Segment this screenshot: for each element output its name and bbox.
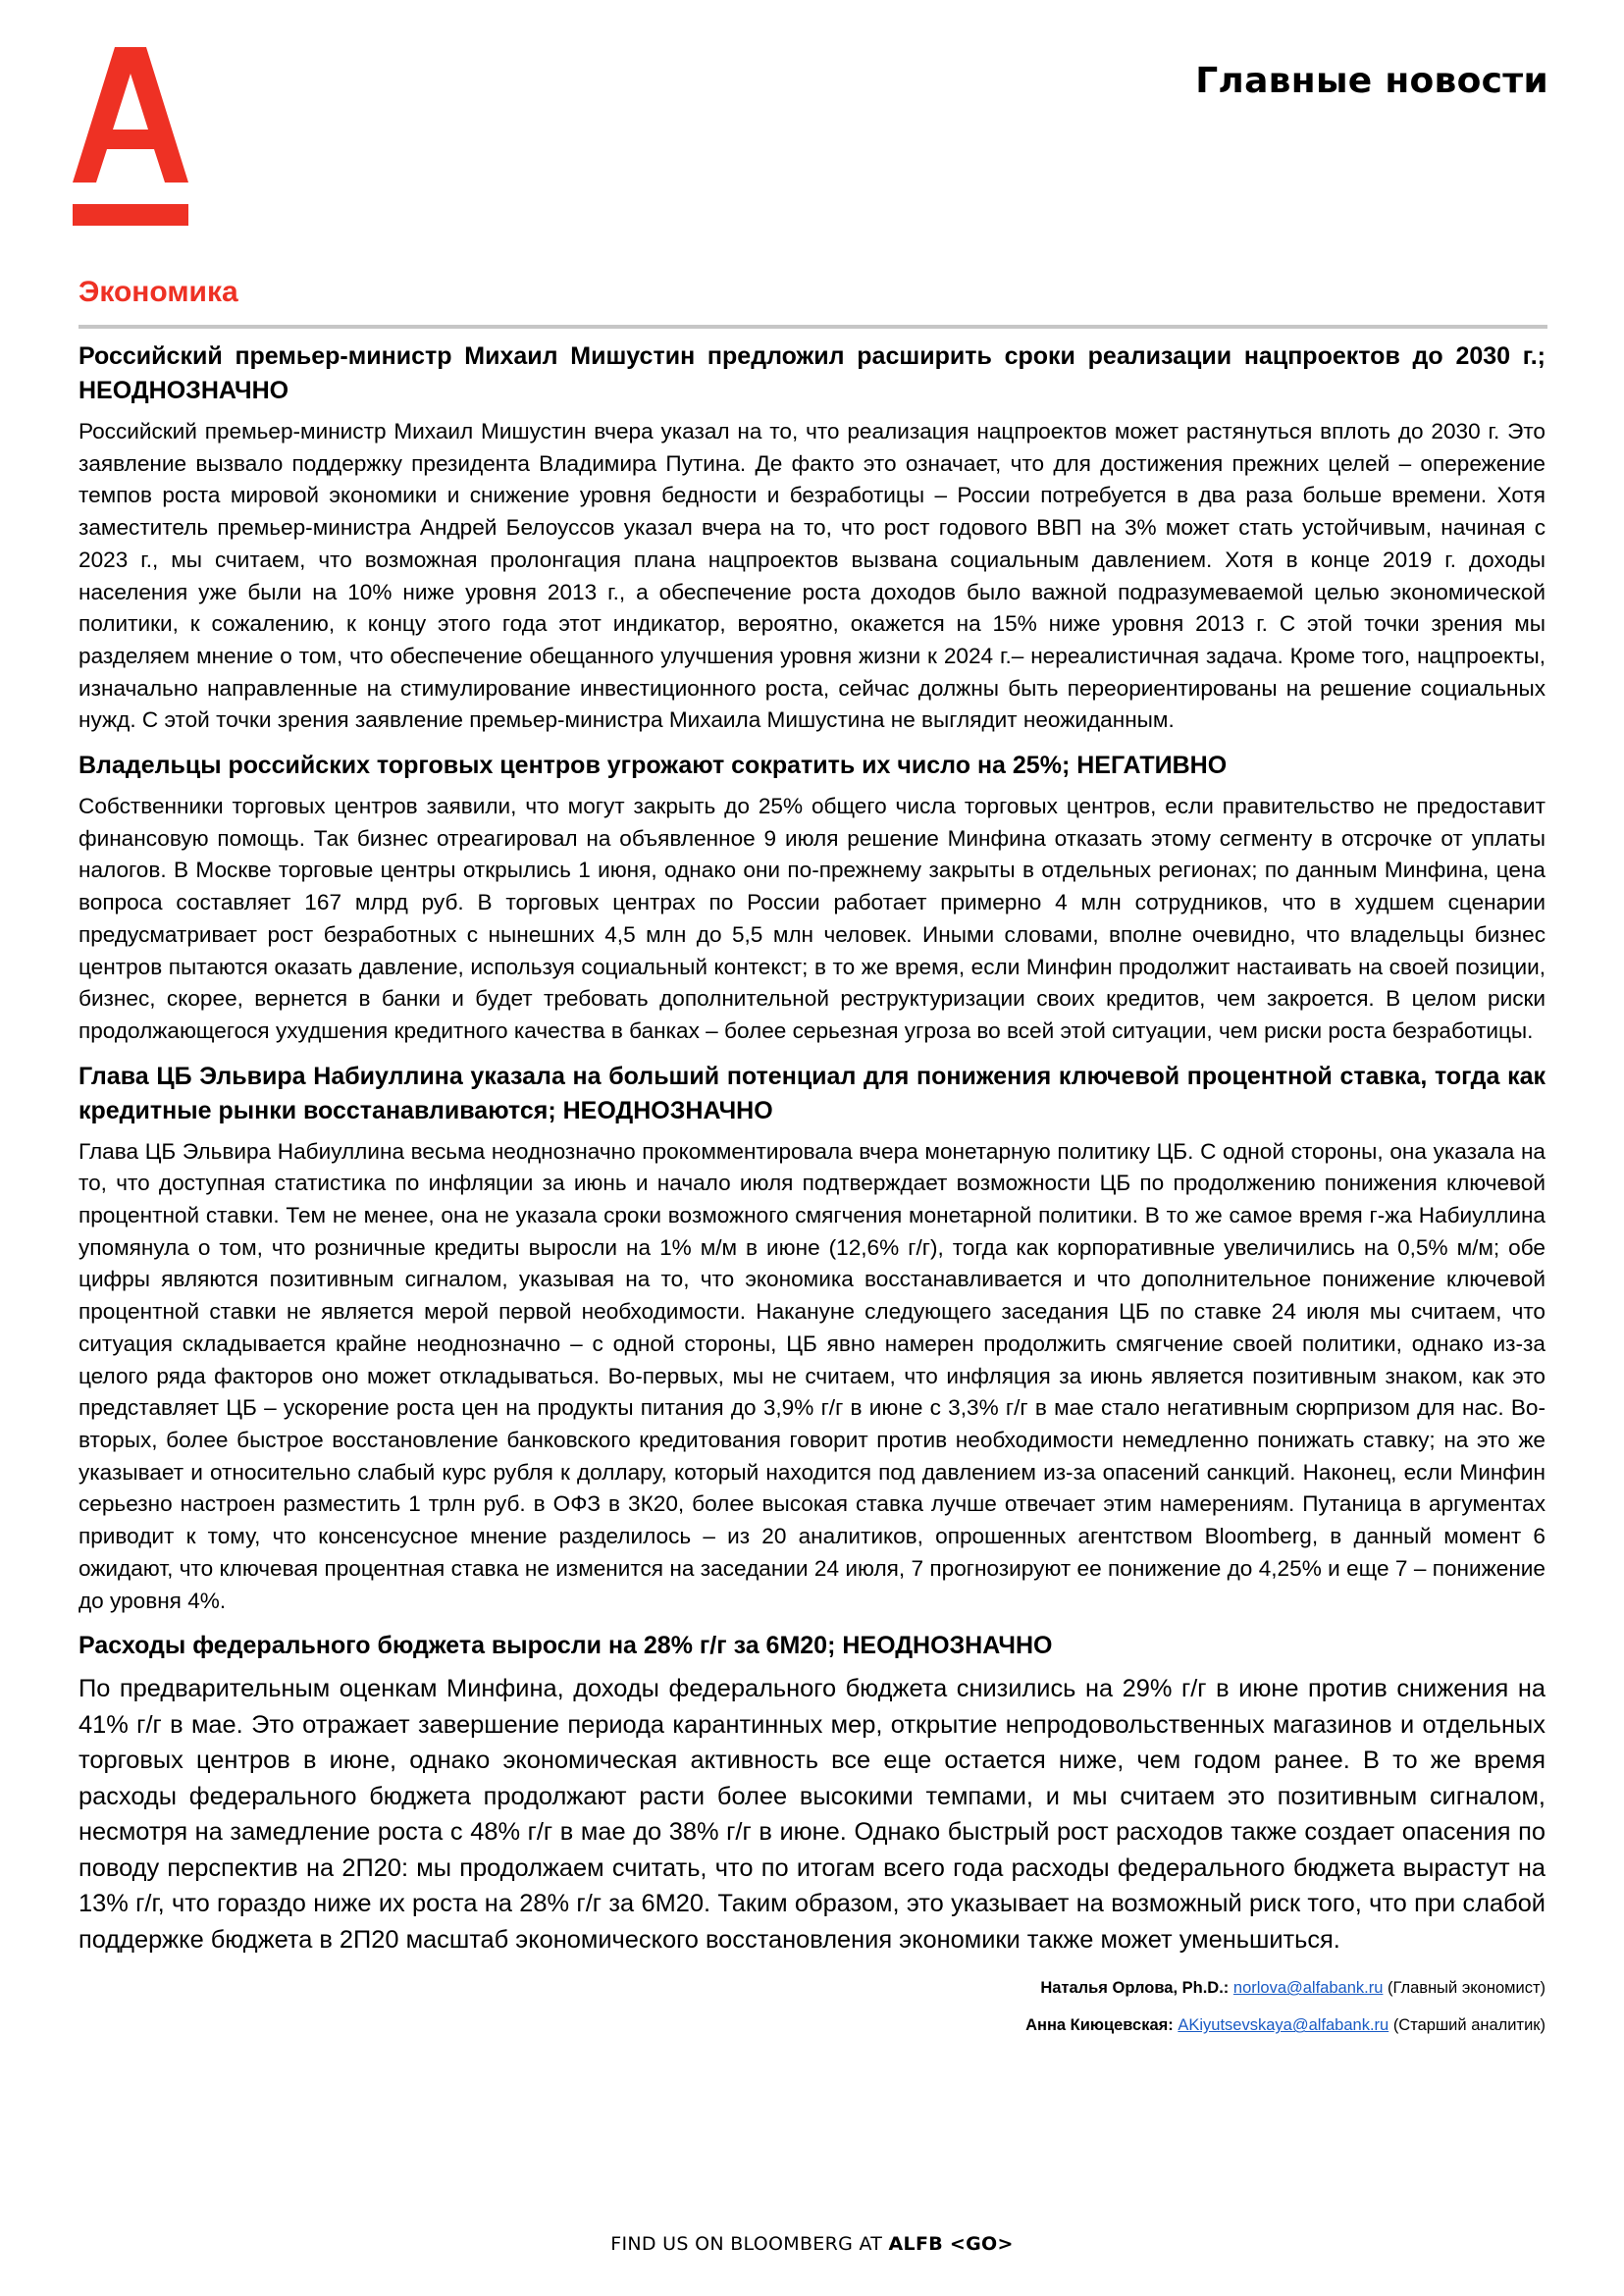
article-body: Глава ЦБ Эльвира Набиуллина весьма неоднозначно прокомментировала вчера монетарную политику ЦБ. С одной стороны, она указала на то, что доступная статистика по инфляции за июнь и начало июля подтверждает возможности ЦБ по продолжению понижения ключевой процентной ставки. Тем не менее, она не указала сроки возможного смягчения монетарной политики. В то же самое время г-жа Набиуллина упомянула о том, что розничные кредиты выросли на 1% м/м в июне (12,6% г/г), тогда как корпоративные увеличились на 0,5% м/м; обе цифры являются позитивным сигналом, указывая на то, что экономика восстанавливается и что дополнительное понижение ключевой процентной ставки не является мерой первой необходимости. Накануне следующего заседания ЦБ по ставке 24 июля мы считаем, что ситуация складывается крайне неоднозначно – с одной стороны, ЦБ явно намерен продолжить смягчение своей политики, однако из-за целого ряда факторов оно может откладываться. Во-первых, мы не считаем, что инфляция за июнь является позитивным знаком, как это представляет ЦБ – ускорение роста цен на продукты питания до 3,9% г/г в июне с 3,3% г/г в мае стало негативным сюрпризом для нас. Во-вторых, более быстрое восстановление банковского кредитования говорит против необходимости немедленно понижать ставку; на это же указывает и относительно слабый курс рубля к доллару, который находится под давлением из-за опасений санкций. Наконец, если Минфин серьезно настроен разместить 1 трлн руб. в ОФЗ в 3К20, более высокая ставка лучше отвечает этим намерениям. Путаница в аргументах приводит к тому, что консенсусное мнение разделилось – из 20 аналитиков, опрошенных агентством Bloomberg, в данный момент 6 ожидают, что ключевая процентная ставка не изменится на заседании 24 июля, 7 прогнозируют ее понижение до 4,25% и еще 7 – понижение до уровня 4%. [79, 1138, 1545, 1613]
page-title: Главные новости [1195, 61, 1548, 101]
article-headline: Российский премьер-министр Михаил Мишустин предложил расширить сроки реализации нацпроектов до 2030 г.; НЕОДНОЗНАЧНО [79, 342, 1545, 404]
author-line [79, 2007, 1545, 2044]
article-headline: Владельцы российских торговых центров угрожают сократить их число на 25%; НЕГАТИВНО [79, 752, 1228, 780]
article [79, 1629, 1545, 1957]
footer-text: FIND US ON BLOOMBERG AT [610, 2233, 883, 2255]
article [79, 339, 1545, 737]
footer [0, 2233, 1624, 2255]
logo-underline [73, 204, 188, 226]
section-divider [79, 325, 1547, 329]
author-role: (Старший аналитик) [1392, 2016, 1545, 2035]
author-line [79, 1969, 1545, 2007]
footer-ticker: ALFB <GO> [888, 2233, 1014, 2255]
article-list [79, 339, 1545, 2044]
article-headline: Глава ЦБ Эльвира Набиуллина указала на больший потенциал для понижения ключевой процентной ставка, тогда как кредитные рынки восстанавливаются; НЕОДНОЗНАЧНО [79, 1062, 1545, 1124]
article [79, 749, 1545, 1048]
article-body: По предварительным оценкам Минфина, доходы федерального бюджета снизились на 29% г/г в июне против снижения на 41% г/г в мае. Это отражает завершение периода карантинных мер, открытие непродовольственных магазинов и отдельных торговых центров в июне, однако экономическая активность все еще остается ниже, чем годом ранее. В то же время расходы федерального бюджета продолжают расти более высокими темпами, и мы считаем это позитивным сигналом, несмотря на замедление роста с 48% г/г в мае до 38% г/г в июне. Однако быстрый рост расходов также создает опасения по поводу перспектив на 2П20: мы продолжаем считать, что по итогам всего года расходы федерального бюджета вырастут на 13% г/г, что гораздо ниже их роста на 28% г/г за 6М20. Таким образом, это указывает на возможный риск того, что при слабой поддержке бюджета в 2П20 масштаб экономического восстановления экономики также может уменьшиться. [79, 1675, 1545, 1954]
article-headline: Расходы федерального бюджета выросли на 28% г/г за 6М20; НЕОДНОЗНАЧНО [79, 1632, 1053, 1660]
alfa-bank-a-logo-icon [73, 47, 188, 226]
logo-letter-a [73, 47, 188, 183]
section-title: Экономика [79, 276, 238, 308]
authors-block [79, 1969, 1545, 2044]
article [79, 1060, 1545, 1618]
author-name: Анна Киюцевская: [1025, 2016, 1174, 2035]
article-body: Собственники торговых центров заявили, что могут закрыть до 25% общего числа торговых центров, если правительство не предоставит финансовую помощь. Так бизнес отреагировал на объявленное 9 июля решение Минфина отказать этому сегменту в отсрочке от уплаты налогов. В Москве торговые центры открылись 1 июня, однако они по-прежнему закрыты в отдельных регионах; по данным Минфина, цена вопроса составляет 167 млрд руб. В торговых центрах по России работает примерно 4 млн сотрудников, что в худшем сценарии предусматривает рост безработных с нынешних 4,5 млн до 5,5 млн человек. Иными словами, вполне очевидно, что владельцы бизнес центров пытаются оказать давление, используя социальный контекст; в то же время, если Минфин продолжит настаивать на своей позиции, бизнес, скорее, вернется в банки и будет требовать дополнительной реструктуризации своих кредитов, чем закроется. В целом риски продолжающегося ухудшения кредитного качества в банках – более серьезная угроза во всей этой ситуации, чем риски роста безработицы. [79, 794, 1545, 1043]
author-name: Наталья Орлова, Ph.D.: [1040, 1979, 1230, 1998]
author-email-link[interactable]: AKiyutsevskaya@alfabank.ru [1178, 2016, 1389, 2035]
author-email-link[interactable]: norlova@alfabank.ru [1232, 1979, 1384, 1998]
article-body: Российский премьер-министр Михаил Мишустин вчера указал на то, что реализация нацпроектов может растянуться вплоть до 2030 г. Это заявление вызвало поддержку президента Владимира Путина. Де факто это означает, что для достижения прежних целей – опережение темпов роста мировой экономики и снижение уровня бедности и безработицы – России потребуется в два раза больше времени. Хотя заместитель премьер-министра Андрей Белоуссов указал вчера на то, что рост годового ВВП на 3% может стать устойчивым, начиная с 2023 г., мы считаем, что возможная пролонгация плана нацпроектов вызвана социальным давлением. Хотя в конце 2019 г. доходы населения уже были на 10% ниже уровня 2013 г., а обеспечение роста доходов было важной подразумеваемой целью экономической политики, к сожалению, к концу этого года этот индикатор, вероятно, окажется на 15% ниже уровня 2013 г. С этой точки зрения мы разделяем мнение о том, что обеспечение обещанного улучшения уровня жизни к 2024 г.– нереалистичная задача. Кроме того, нацпроекты, изначально направленные на стимулирование инвестиционного роста, сейчас должны быть переориентированы на решение социальных нужд. С этой точки зрения заявление премьер-министра Михаила Мишустина не выглядит неожиданным. [79, 419, 1545, 733]
author-role: (Главный экономист) [1388, 1979, 1545, 1998]
